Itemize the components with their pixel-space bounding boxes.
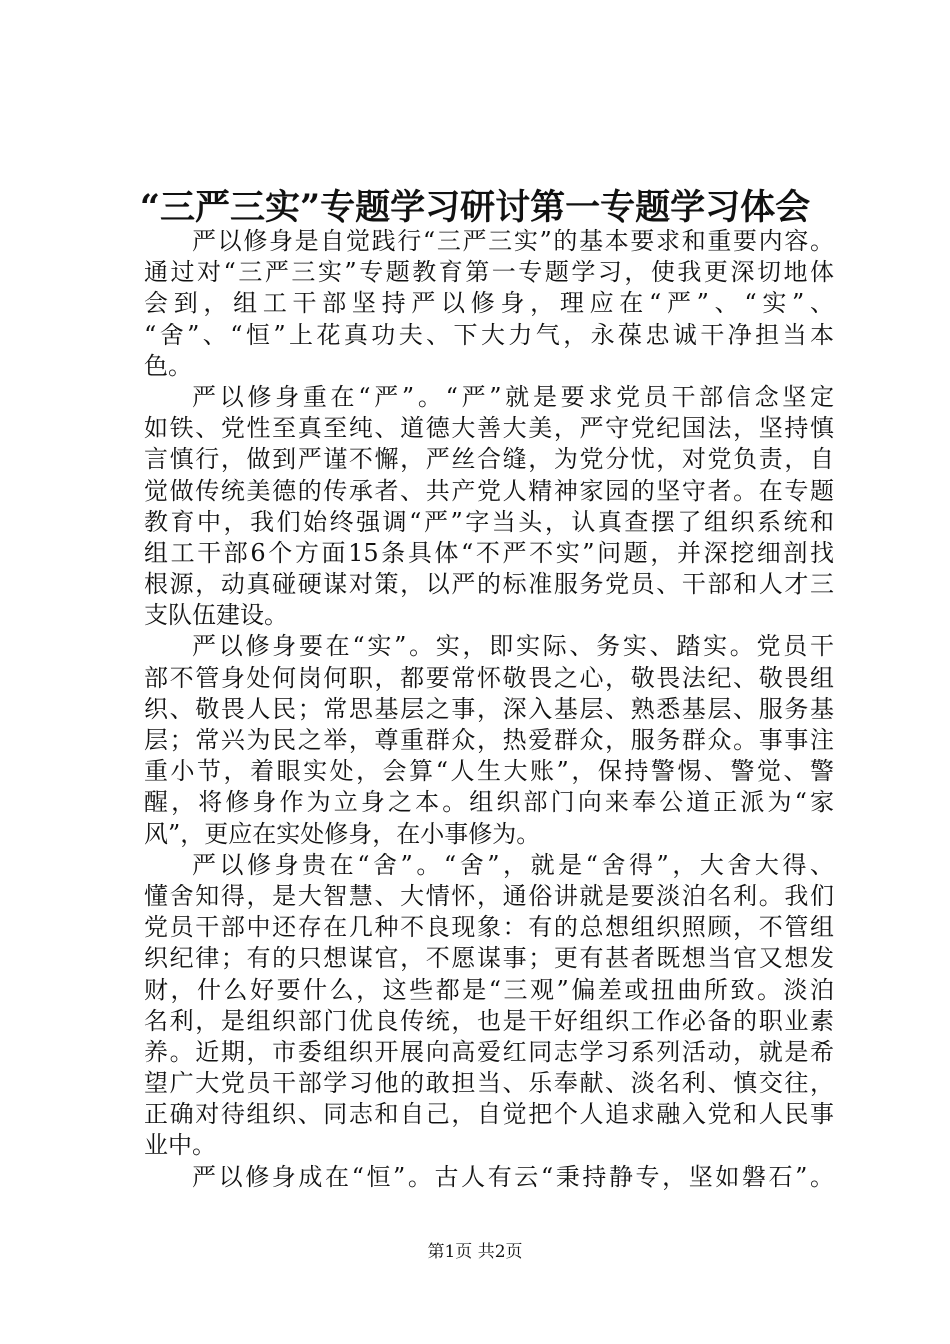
text-line: 醒，将修身作为立身之本。组织部门向来奉公道正派为“家 — [144, 788, 834, 817]
text-line: 支队伍建设。 — [144, 601, 288, 630]
text-line: 严以修身是自觉践行“三严三实”的基本要求和重要内容。 — [192, 227, 834, 255]
text-line: “舍”、“恒”上花真功夫、下大力气，永葆忠诚干净担当本 — [144, 320, 834, 349]
text-line: 严以修身成在“恒”。古人有云“秉持静专，坚如磐石”。 — [192, 1162, 834, 1191]
text-line: 觉做传统美德的传承者、共产党人精神家园的坚守者。在专题 — [144, 476, 834, 505]
text-line: 严以修身贵在“舍”。“舍”，就是“舍得”，大舍大得、 — [192, 850, 834, 879]
text-line: 名利，是组织部门优良传统，也是干好组织工作必备的职业素 — [144, 1006, 834, 1035]
text-line: 会到，组工干部坚持严以修身，理应在“严”、“实”、 — [144, 289, 834, 318]
text-line: 教育中，我们始终强调“严”字当头，认真查摆了组织系统和 — [144, 507, 834, 536]
text-line: 根源，动真碰硬谋对策，以严的标准服务党员、干部和人才三 — [144, 570, 834, 599]
text-line: 懂舍知得，是大智慧、大情怀，通俗讲就是要淡泊名利。我们 — [144, 881, 834, 910]
page-footer: 第1页 共2页 — [427, 1242, 523, 1262]
text-line: 织纪律；有的只想谋官，不愿谋事；更有甚者既想当官又想发 — [144, 944, 834, 973]
text-line: 部不管身处何岗何职，都要常怀敬畏之心，敬畏法纪、敬畏组 — [144, 663, 834, 692]
text-line: 正确对待组织、同志和自己，自觉把个人追求融入党和人民事 — [144, 1100, 834, 1129]
text-line: 风”，更应在实处修身，在小事修为。 — [144, 819, 541, 848]
text-line: 严以修身重在“严”。“严”就是要求党员干部信念坚定 — [192, 382, 834, 411]
text-line: 望广大党员干部学习他的敢担当、乐奉献、淡名利、慎交往， — [144, 1069, 834, 1098]
text-line: 业中。 — [144, 1131, 216, 1160]
document-title: “三严三实”专题学习研讨第一专题学习体会 — [139, 187, 811, 228]
text-line: 组工干部6个方面15条具体“不严不实”问题，并深挖细剖找 — [144, 538, 834, 567]
text-line: 色。 — [144, 351, 192, 380]
text-line: 养。近期，市委组织开展向高爱红同志学习系列活动，就是希 — [144, 1037, 834, 1066]
text-line: 言慎行，做到严谨不懈，严丝合缝，为党分忧，对党负责，自 — [144, 445, 834, 474]
text-line: 财，什么好要什么，这些都是“三观”偏差或扭曲所致。淡泊 — [144, 975, 834, 1004]
text-line: 如铁、党性至真至纯、道德大善大美，严守党纪国法，坚持慎 — [144, 414, 834, 443]
document-body — [144, 226, 834, 1193]
text-line: 严以修身要在“实”。实，即实际、务实、踏实。党员干 — [192, 632, 834, 661]
text-line: 重小节，着眼实处，会算“人生大账”，保持警惕、警觉、警 — [144, 757, 834, 786]
text-line: 层；常兴为民之举，尊重群众，热爱群众，服务群众。事事注 — [144, 726, 834, 754]
text-line: 党员干部中还存在几种不良现象：有的总想组织照顾，不管组 — [144, 913, 834, 942]
text-line: 织、敬畏人民；常思基层之事，深入基层、熟悉基层、服务基 — [144, 694, 834, 723]
text-line: 通过对“三严三实”专题教育第一专题学习，使我更深切地体 — [144, 258, 834, 287]
